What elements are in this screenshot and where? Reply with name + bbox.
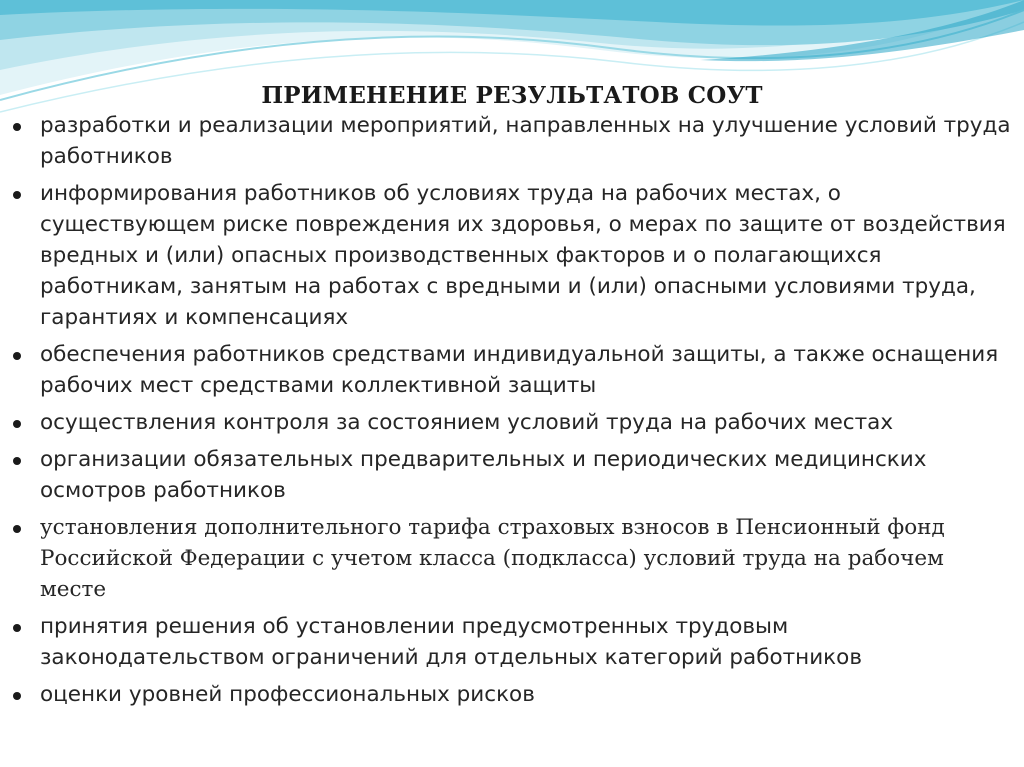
list-item-text: принятия решения об установлении предусмотренных трудовым законодательством ограничений для отдельных категорий работников [40, 614, 862, 670]
list-item-text: информирования работников об условиях труда на рабочих местах, о существующем риске повреждения их здоровья, о мерах по защите от воздействия вредных и (или) опасных производственных факторов и о полагающихся работникам, занятым на работах с вредными и (или) опасными условиями труда, гарантиях и компенсациях [40, 181, 1006, 330]
bullet-icon [13, 123, 21, 131]
bullet-icon [13, 191, 21, 199]
list-item-text: разработки и реализации мероприятий, направленных на улучшение условий труда работников [40, 113, 1011, 169]
bullet-icon [13, 352, 21, 360]
list-item [6, 178, 1016, 333]
list-item [6, 444, 1016, 506]
list-item [6, 512, 1016, 605]
bullet-icon [13, 525, 21, 533]
list-item [6, 110, 1016, 172]
bullet-icon [13, 692, 21, 700]
bullet-icon [13, 624, 21, 632]
list-item [6, 679, 1016, 710]
list-item-text: организации обязательных предварительных и периодических медицинских осмотров работников [40, 447, 927, 503]
list-item [6, 407, 1016, 438]
list-item [6, 339, 1016, 401]
bullet-icon [13, 457, 21, 465]
bullet-list [6, 110, 1016, 716]
list-item-text: оценки уровней профессиональных рисков [40, 682, 535, 707]
bullet-icon [13, 420, 21, 428]
list-item-text: осуществления контроля за состоянием условий труда на рабочих местах [40, 410, 894, 435]
slide-title: ПРИМЕНЕНИЕ РЕЗУЛЬТАТОВ СОУТ [261, 82, 763, 109]
list-item-text: обеспечения работников средствами индивидуальной защиты, а также оснащения рабочих мест средствами коллективной защиты [40, 342, 999, 398]
list-item-text: установления дополнительного тарифа страховых взносов в Пенсионный фонд Российской Федерации с учетом класса (подкласса) условий труда на рабочем месте [40, 515, 945, 602]
list-item [6, 611, 1016, 673]
